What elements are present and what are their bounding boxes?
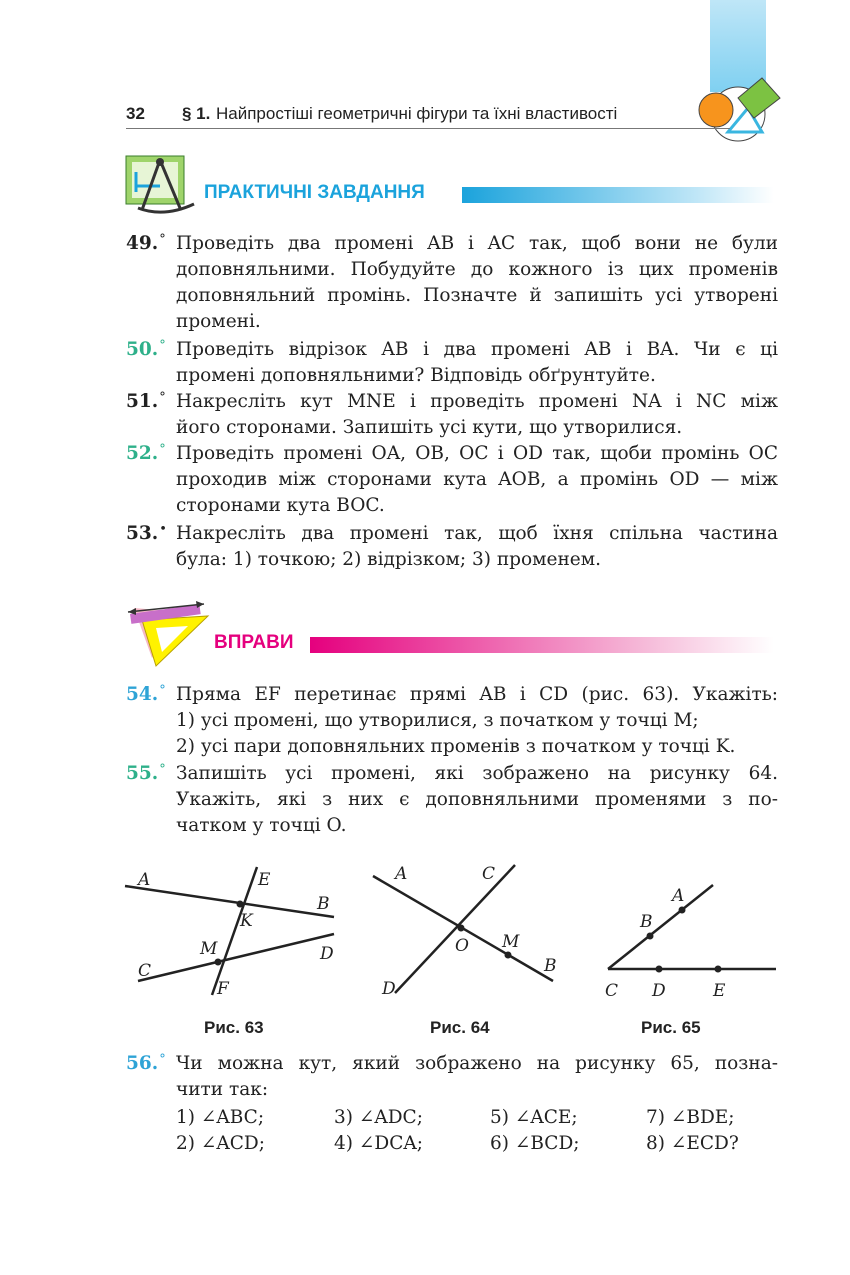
line-AB <box>125 886 334 917</box>
option-1: 1) ∠ABC; <box>176 1107 265 1128</box>
exercise-text-line: сторонами кута BOC. <box>176 495 385 516</box>
ray-CA <box>608 885 713 969</box>
exercise-text-line: Чи можна кут, який зображено на рисунку 65, позна- <box>176 1053 778 1074</box>
option-3: 3) ∠ADC; <box>334 1107 423 1128</box>
exercise-number: 52.° <box>126 442 166 464</box>
exercise-number: 51.° <box>126 390 166 412</box>
exercises-title-bar <box>310 637 774 653</box>
label-A: A <box>672 886 685 906</box>
exercise-text-line: була: 1) точкою; 2) відрізком; 3) променем. <box>176 549 602 570</box>
exercise-text-line: Запишіть усі промені, які зображено на рисунку 64. <box>176 763 778 784</box>
label-D: D <box>652 981 666 1001</box>
point-B <box>647 933 654 940</box>
option-6: 6) ∠BCD; <box>490 1133 580 1154</box>
label-B: B <box>544 956 557 976</box>
page-number: 32 <box>126 104 145 123</box>
point-M <box>505 952 512 959</box>
point-A <box>679 907 686 914</box>
figure-64 <box>365 855 565 1005</box>
exercise-text-line: доповняльними. Побудуйте до кожного із цих променів <box>176 259 778 280</box>
point-K <box>237 901 244 908</box>
option-7: 7) ∠BDE; <box>646 1107 735 1128</box>
label-O: O <box>455 936 469 956</box>
exercise-number: 53.• <box>126 522 167 544</box>
label-M: M <box>200 939 218 959</box>
exercise-text-line: проходив між сторонами кута AOB, а промінь OD — між <box>176 469 778 490</box>
label-B: B <box>317 894 330 914</box>
exercise-text-line: Проведіть промені OA, OB, OC і OD так, щоби промінь OC <box>176 443 778 464</box>
label-C: C <box>482 864 496 884</box>
section-mark: § 1. <box>182 104 211 123</box>
exercise-number: 56.° <box>126 1052 166 1074</box>
exercise-text-line: доповняльний промінь. Позначте й запишіть усі утворені <box>176 285 778 306</box>
exercise-text-line: Укажіть, які з них є доповняльними променями з по- <box>176 789 778 810</box>
label-E: E <box>713 981 726 1001</box>
exercise-text-line: Проведіть відрізок AB і два промені AB і BA. Чи є ці <box>176 339 778 360</box>
option-5: 5) ∠ACE; <box>490 1107 578 1128</box>
label-D: D <box>320 944 334 964</box>
label-C: C <box>605 981 619 1001</box>
line-EF <box>212 867 257 995</box>
exercise-text-line: Проведіть два промені AB і AC так, щоб вони не були <box>176 233 778 254</box>
line-CD <box>138 934 334 981</box>
label-F: F <box>217 979 229 999</box>
line-CD <box>395 865 515 993</box>
exercise-number: 54.° <box>126 683 166 705</box>
point-D <box>656 966 663 973</box>
exercise-text-line: промені. <box>176 311 261 332</box>
exercise-text-line: його сторонами. Запишіть усі кути, що утворилися. <box>176 417 683 438</box>
exercise-text-line: 2) усі пари доповняльних променів з початком у точці K. <box>176 736 736 757</box>
label-E: E <box>258 870 271 890</box>
figure-65 <box>596 870 781 1005</box>
point-O <box>458 925 465 932</box>
header-shapes-icon <box>690 70 790 145</box>
caption-fig64: Рис. 64 <box>430 1018 490 1037</box>
exercise-text-line: 1) усі промені, що утворилися, з початком у точці M; <box>176 710 699 731</box>
label-C: C <box>138 961 152 981</box>
option-8: 8) ∠ECD? <box>646 1133 739 1154</box>
exercise-number: 49.° <box>126 232 166 254</box>
figure-63 <box>120 855 350 1005</box>
exercise-text-line: Пряма EF перетинає прямі AB і CD (рис. 63). Укажіть: <box>176 684 778 705</box>
exercise-number: 55.° <box>126 762 166 784</box>
option-4: 4) ∠DCA; <box>334 1133 423 1154</box>
caption-fig65: Рис. 65 <box>641 1018 701 1037</box>
compass-icon <box>124 152 200 218</box>
point-M <box>215 959 222 966</box>
exercise-number: 50.° <box>126 338 166 360</box>
caption-fig63: Рис. 63 <box>204 1018 264 1037</box>
ruler-triangle-icon <box>122 598 214 670</box>
header-rule <box>126 128 730 129</box>
exercise-text-line: Накресліть два промені так, щоб їхня спільна частина <box>176 523 778 544</box>
label-D: D <box>382 979 396 999</box>
label-B: B <box>640 912 653 932</box>
practical-title-bar <box>462 187 774 203</box>
point-E <box>715 966 722 973</box>
exercise-text-line: чити так: <box>176 1079 269 1100</box>
practical-title: ПРАКТИЧНІ ЗАВДАННЯ <box>204 182 425 203</box>
exercise-text-line: промені доповняльними? Відповідь обґрунтуйте. <box>176 365 656 386</box>
exercise-text-line: чатком у точці O. <box>176 815 347 836</box>
label-M: M <box>502 932 520 952</box>
label-A: A <box>138 870 151 890</box>
label-A: A <box>395 864 408 884</box>
exercises-title: ВПРАВИ <box>214 632 294 653</box>
option-2: 2) ∠ACD; <box>176 1133 265 1154</box>
label-K: K <box>240 911 253 931</box>
exercise-text-line: Накресліть кут MNE і проведіть промені NA і NC між <box>176 391 778 412</box>
chapter-title: Найпростіші геометричні фігури та їхні властивості <box>216 104 618 123</box>
